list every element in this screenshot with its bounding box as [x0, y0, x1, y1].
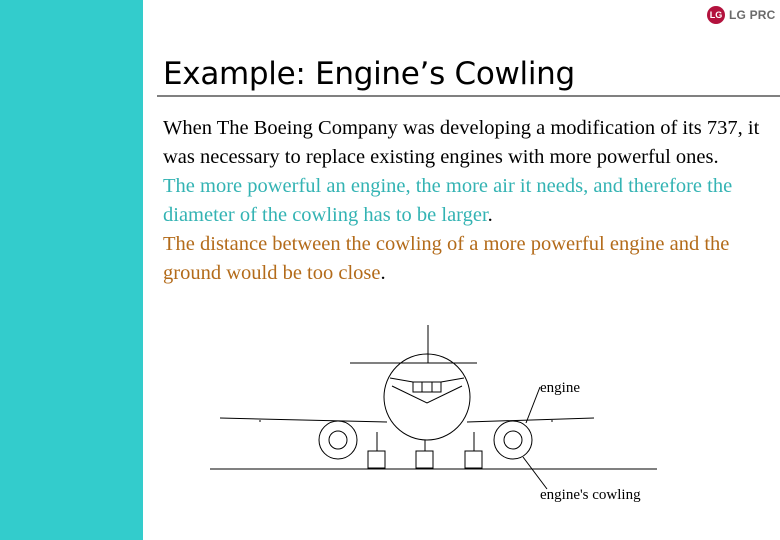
left-engine-cowling — [319, 421, 357, 459]
engine-label: engine — [540, 380, 580, 396]
paragraph-ground-text: The distance between the cowling of a more powerful engine and the ground would be too close — [163, 233, 730, 284]
right-wing — [467, 418, 594, 422]
cowling-label: engine's cowling — [540, 487, 641, 503]
fuselage-circle — [384, 354, 470, 440]
right-engine-core — [504, 431, 522, 449]
left-wing — [220, 418, 387, 422]
paragraph-ground-clearance — [163, 230, 775, 288]
airplane-front-diagram — [200, 320, 670, 535]
paragraph-air-text: The more powerful an engine, the more air it needs, and therefore the diameter of the cowling has to be larger — [163, 175, 733, 226]
lg-prc-logo — [707, 6, 776, 24]
logo-text: LG PRC — [729, 8, 776, 22]
right-engine-cowling — [494, 421, 532, 459]
right-gear-wheel — [465, 451, 482, 468]
sidebar-accent-bar — [0, 0, 143, 540]
paragraph-ground-period: . — [380, 262, 386, 284]
left-engine-core — [329, 431, 347, 449]
cockpit-window — [413, 382, 441, 392]
left-gear-wheel — [368, 451, 385, 468]
paragraph-air-period: . — [487, 204, 493, 226]
engine-leader-line — [526, 387, 540, 423]
slide-title: Example: Engine’s Cowling — [163, 56, 575, 92]
paragraph-intro: When The Boeing Company was developing a modification of its 737, it was necessary to replace existing engines with more powerful ones. — [163, 117, 760, 168]
lg-logo-icon: LG — [707, 6, 725, 24]
nose-gear-wheel — [416, 451, 433, 468]
paragraph-air-requirement — [163, 172, 775, 230]
cowling-leader-line — [523, 457, 547, 489]
title-divider — [157, 95, 780, 97]
slide-body — [163, 114, 775, 288]
